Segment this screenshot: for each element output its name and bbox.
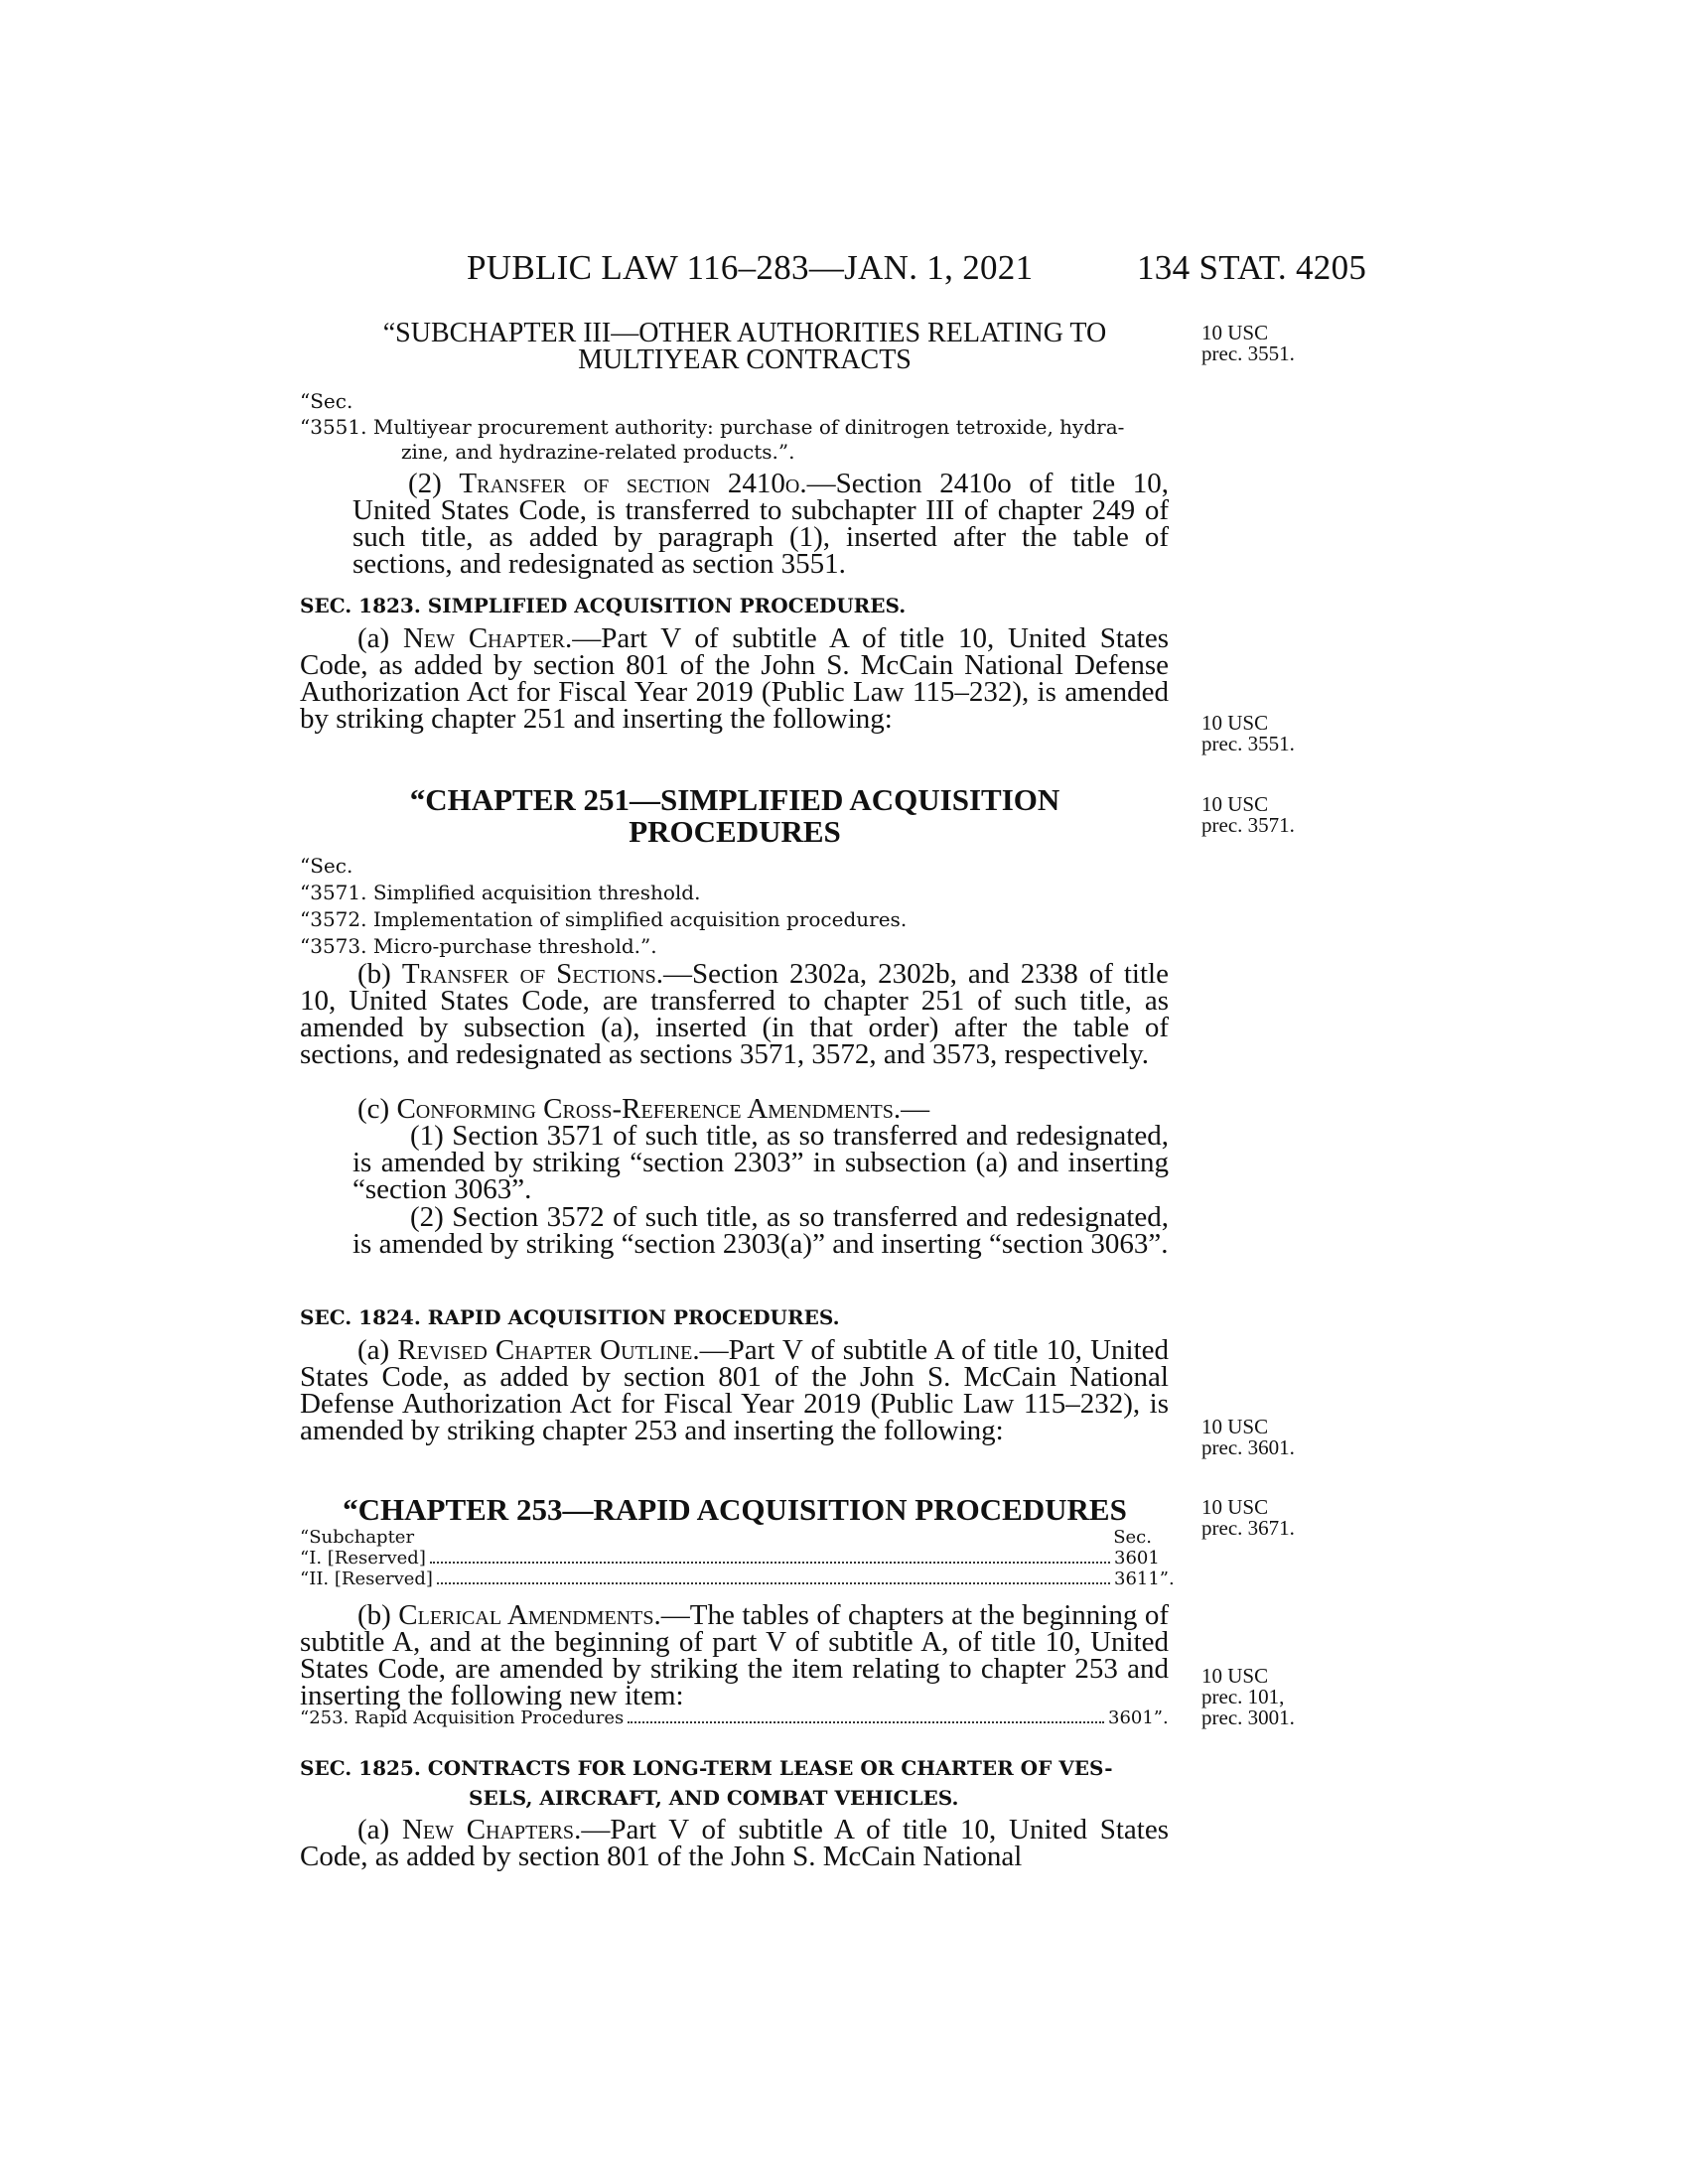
subsection-c: (c) Conforming Cross-Reference Amendments.— <box>357 1093 930 1125</box>
margin-note: 10 USC prec. 3601. <box>1201 1415 1295 1459</box>
subsection-b: (b) Transfer of Sections.—Section 2302a, 2302b, and 2338 of title 10, United States Code, are transferred to chapter 251 of such title, as amended by subsection (a), inserted (in that order) after the table of sections, and redesignated as sections 3571, 3572, and 3573, respectively. <box>300 958 1169 1070</box>
margin-note: 10 USC prec. 3551. <box>1201 711 1295 755</box>
section-heading: SEC. 1825. CONTRACTS FOR LONG-TERM LEASE OR CHARTER OF VES- SELS, AIRCRAFT, AND COMBAT VEHICLES. <box>300 1756 1113 1810</box>
subsection-b: (b) Clerical Amendments.—The tables of chapters at the beginning of subtitle A, and at the beginning of part V of subtitle A, of title 10, United States Code, are amended by striking the item relating to chapter 253 and inserting the following new item: <box>300 1599 1169 1711</box>
margin-note: 10 USC prec. 3671. <box>1201 1495 1295 1540</box>
running-header-title: PUBLIC LAW 116–283—JAN. 1, 2021 <box>467 248 1034 287</box>
chapter-heading: “CHAPTER 251—SIMPLIFIED ACQUISITION PROCEDURES <box>409 782 1060 849</box>
table-row: “253. Rapid Acquisition Procedures 3601”. <box>300 1707 1169 1728</box>
paragraph-c1: (1) Section 3571 of such title, as so transferred and redesignated, is amended by striking “section 2303” in subsection (a) and inserting “section 3063”. <box>352 1120 1169 1205</box>
subsection-a: (a) Revised Chapter Outline.—Part V of subtitle A of title 10, United States Code, as added by section 801 of the John S. McCain National Defense Authorization Act for Fiscal Year 2019 (Public Law 115–232), is amended by striking chapter 253 and inserting the following: <box>300 1334 1170 1446</box>
list-item: “3573. Micro-purchase threshold.”. <box>300 934 657 958</box>
section-heading: SEC. 1824. RAPID ACQUISITION PROCEDURES. <box>300 1305 840 1329</box>
running-header-stat: 134 STAT. 4205 <box>1137 248 1367 287</box>
subsection-a: (a) New Chapter.—Part V of subtitle A of title 10, United States Code, as added by section 801 of the John S. McCain National Defense Authorization Act for Fiscal Year 2019 (Public Law 115–232), is amended by striking chapter 251 and inserting the following: <box>300 622 1169 735</box>
paragraph-transfer-2410o: (2) Transfer of section 2410o.—Section 2410o of title 10, United States Code, is transferred to subchapter III of chapter 249 of such title, as added by paragraph (1), inserted after the table of sections, and redesignated as section 3551. <box>352 468 1169 580</box>
table-header: “Subchapter Sec. <box>300 1527 1152 1548</box>
subsection-a: (a) New Chapters.—Part V of subtitle A of title 10, United States Code, as added by section 801 of the John S. McCain National <box>300 1814 1169 1872</box>
chapter-heading: “CHAPTER 253—RAPID ACQUISITION PROCEDURES <box>343 1492 1127 1527</box>
paragraph-c2: (2) Section 3572 of such title, as so transferred and redesignated, is amended by striking “section 2303(a)” and inserting “section 3063”. <box>352 1201 1169 1260</box>
sec-label: “Sec. <box>300 854 353 878</box>
chapter-table <box>300 1527 1175 1589</box>
margin-note: 10 USC prec. 3551. <box>1201 321 1295 365</box>
margin-note: 10 USC prec. 3571. <box>1201 792 1295 837</box>
list-item: “3571. Simplified acquisition threshold. <box>300 881 701 904</box>
table-of-sections-item: “3551. Multiyear procurement authority: purchase of dinitrogen tetroxide, hydra- zine, and hydrazine-related products.”. <box>300 415 1125 464</box>
table-row: “II. [Reserved] 3611”. <box>300 1569 1175 1589</box>
section-heading: SEC. 1823. SIMPLIFIED ACQUISITION PROCEDURES. <box>300 594 907 617</box>
table-row: “I. [Reserved] 3601 <box>300 1548 1160 1569</box>
new-item <box>300 1709 1170 1727</box>
margin-note: 10 USC prec. 101, prec. 3001. <box>1201 1664 1295 1729</box>
sec-label: “Sec. <box>300 389 353 413</box>
table-of-sections <box>300 880 907 960</box>
subchapter-heading: “SUBCHAPTER III—OTHER AUTHORITIES RELATING TO MULTIYEAR CONTRACTS <box>382 318 1107 375</box>
list-item: “3572. Implementation of simplified acquisition procedures. <box>300 907 908 931</box>
